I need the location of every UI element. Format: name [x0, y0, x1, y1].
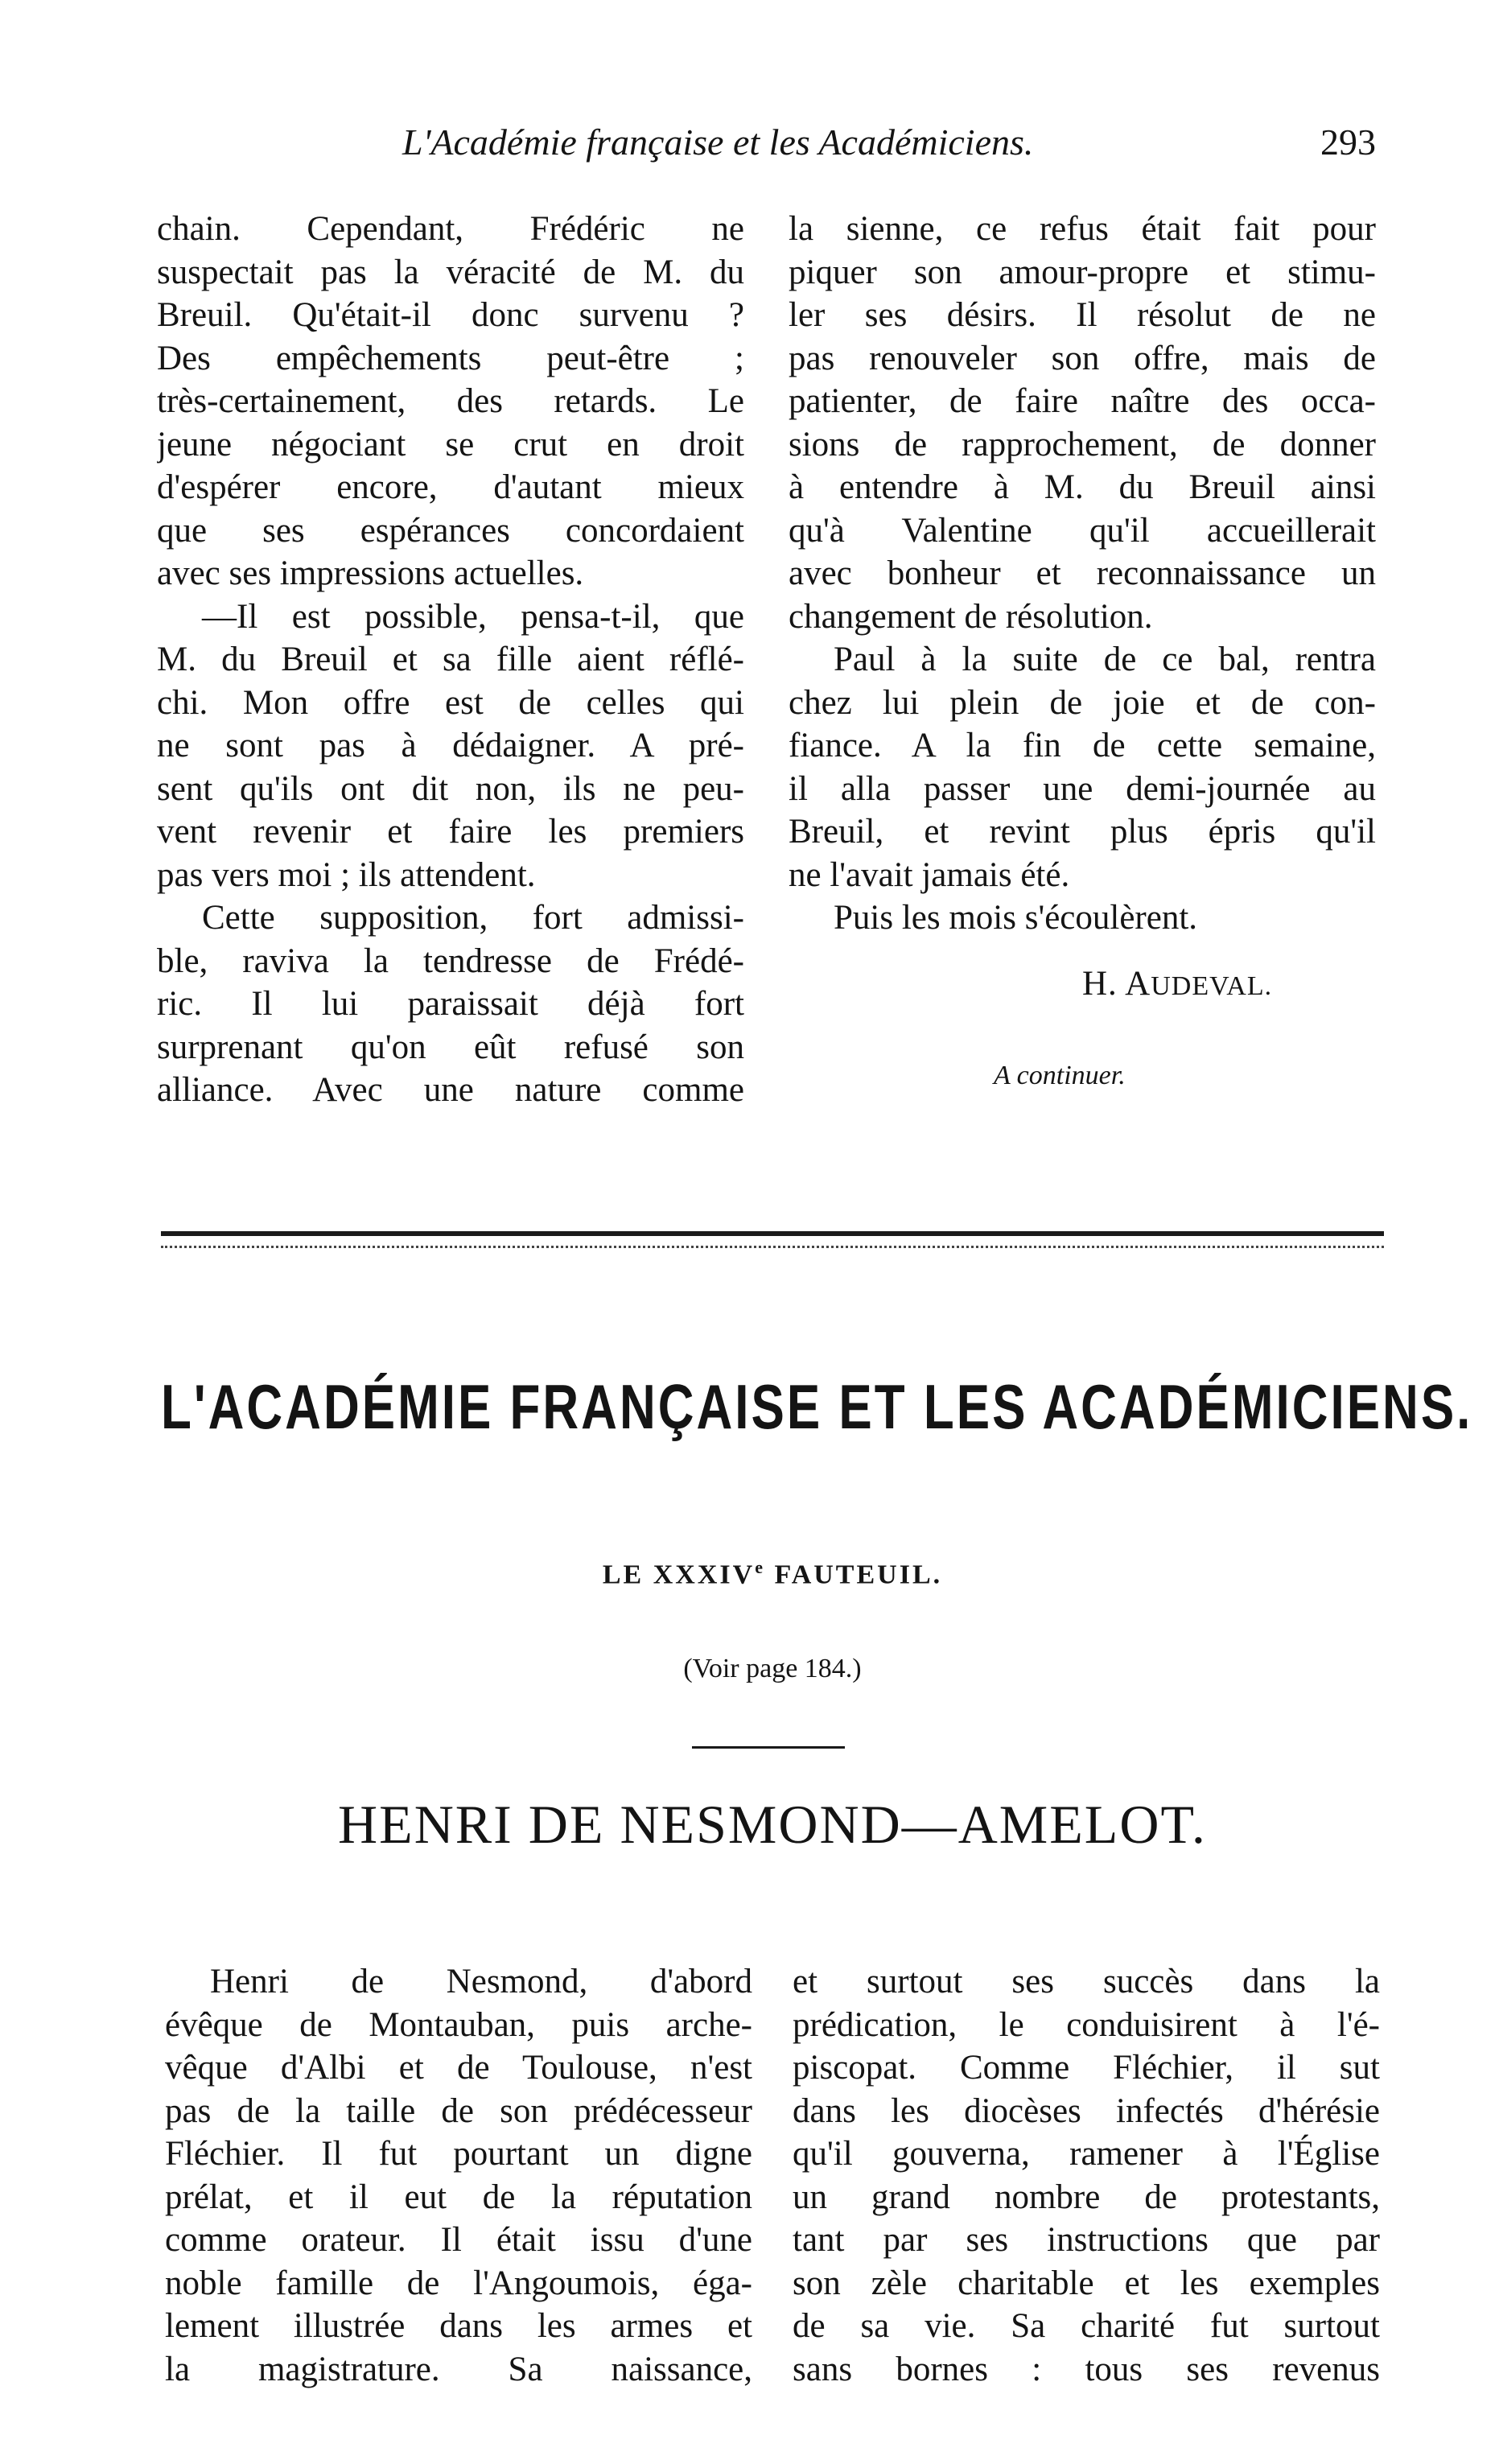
- text-line: avec bonheur et reconnaissance un: [789, 554, 1376, 592]
- text-line: Cette supposition, fort admissi-: [202, 899, 744, 937]
- text-line: piscopat. Comme Fléchier, il sut: [793, 2049, 1380, 2087]
- text-line: chi. Mon offre est de celles qui: [157, 683, 744, 722]
- text-line: Henri de Nesmond, d'abord: [210, 1963, 752, 2000]
- text-line: son zèle charitable et les exemples: [793, 2264, 1380, 2302]
- text-line: qu'à Valentine qu'il accueillerait: [789, 511, 1376, 550]
- text-line: tant par ses instructions que par: [793, 2221, 1380, 2259]
- subheading-superscript: e: [755, 1557, 765, 1577]
- text-line: jeune négociant se crut en droit: [157, 425, 744, 464]
- text-line: vent revenir et faire les premiers: [157, 813, 744, 851]
- text-line: comme orateur. Il était issu d'une: [165, 2221, 752, 2259]
- text-line: ric. Il lui paraissait déjà fort: [157, 985, 744, 1023]
- text-line: surprenant qu'on eût refusé son: [157, 1028, 744, 1066]
- text-line: chez lui plein de joie et de con-: [789, 683, 1376, 722]
- subheading-prefix: LE XXXIV: [602, 1560, 756, 1590]
- text-line: et surtout ses succès dans la: [793, 1963, 1380, 2000]
- text-line: chain. Cependant, Frédéric ne: [157, 210, 744, 248]
- text-line: la magistrature. Sa naissance,: [165, 2350, 752, 2388]
- text-line: ble, raviva la tendresse de Frédé-: [157, 942, 744, 980]
- text-line: sent qu'ils ont dit non, ils ne peu-: [157, 769, 744, 808]
- text-line: Breuil, et revint plus épris qu'il: [789, 813, 1376, 851]
- text-line: à entendre à M. du Breuil ainsi: [789, 468, 1376, 506]
- page-reference: (Voir page 184.): [683, 1654, 862, 1683]
- text-line: que ses espérances concordaient: [157, 511, 744, 550]
- text-line: Des empêchements peut-être ;: [157, 339, 744, 377]
- text-line: avec ses impressions actuelles.: [157, 554, 584, 592]
- signature-initial: H. A: [1082, 965, 1151, 1003]
- author-signature: [1082, 964, 1272, 1003]
- text-line: d'espérer encore, d'autant mieux: [157, 468, 744, 506]
- running-header: [161, 121, 1376, 177]
- text-line: noble famille de l'Angoumois, éga-: [165, 2264, 752, 2302]
- chair-subheading: [161, 1557, 1384, 1590]
- text-line: ne sont pas à dédaigner. A pré-: [157, 727, 744, 764]
- text-line: dans les diocèses infectés d'hérésie: [793, 2091, 1380, 2130]
- text-line: Fléchier. Il fut pourtant un digne: [165, 2135, 752, 2173]
- section-heading: L'ACADÉMIE FRANÇAISE ET LES ACADÉMICIENS.: [161, 1373, 1473, 1443]
- text-line: ne l'avait jamais été.: [789, 855, 1070, 894]
- page-number: 293: [1320, 122, 1376, 163]
- subheading-suffix: FAUTEUIL.: [764, 1560, 943, 1590]
- ornamental-divider: [161, 1231, 1384, 1248]
- text-line: —Il est possible, pensa-t-il, que: [202, 597, 744, 636]
- text-line: pas vers moi ; ils attendent.: [157, 855, 536, 894]
- text-line: prédication, le conduisirent à l'é-: [793, 2005, 1380, 2044]
- text-line: M. du Breuil et sa fille aient réflé-: [157, 641, 744, 678]
- text-line: Puis les mois s'écoulèrent.: [834, 899, 1198, 937]
- text-line: vêque d'Albi et de Toulouse, n'est: [165, 2049, 752, 2087]
- to-be-continued-note: A continuer.: [994, 1061, 1126, 1090]
- story-column-left: [157, 208, 744, 1112]
- text-line: un grand nombre de protestants,: [793, 2178, 1380, 2216]
- running-title: L'Académie française et les Académiciens.: [402, 122, 1034, 163]
- text-line: de sa vie. Sa charité fut surtout: [793, 2307, 1380, 2345]
- short-divider: [692, 1746, 845, 1749]
- article-column-left: [165, 1960, 752, 2391]
- article-title: HENRI DE NESMOND—AMELOT.: [338, 1794, 1207, 1855]
- article-column-right: [793, 1960, 1380, 2391]
- text-line: la sienne, ce refus était fait pour: [789, 210, 1376, 248]
- text-line: qu'il gouverna, ramener à l'Église: [793, 2135, 1380, 2173]
- text-line: Paul à la suite de ce bal, rentra: [834, 641, 1376, 678]
- text-line: sans bornes : tous ses revenus: [793, 2350, 1380, 2388]
- text-line: changement de résolution.: [789, 597, 1153, 636]
- signature-surname: UDEVAL.: [1151, 971, 1273, 1001]
- text-line: évêque de Montauban, puis arche-: [165, 2005, 752, 2044]
- text-line: il alla passer une demi-journée au: [789, 769, 1376, 808]
- text-line: patienter, de faire naître des occa-: [789, 382, 1376, 420]
- text-line: lement illustrée dans les armes et: [165, 2307, 752, 2345]
- text-line: suspectait pas la véracité de M. du: [157, 253, 744, 291]
- text-line: alliance. Avec une nature comme: [157, 1071, 744, 1109]
- text-line: fiance. A la fin de cette semaine,: [789, 727, 1376, 764]
- text-line: Breuil. Qu'était-il donc survenu ?: [157, 296, 744, 334]
- text-line: très-certainement, des retards. Le: [157, 382, 744, 420]
- text-line: pas renouveler son offre, mais de: [789, 339, 1376, 377]
- text-line: piquer son amour-propre et stimu-: [789, 253, 1376, 291]
- text-line: sions de rapprochement, de donner: [789, 425, 1376, 464]
- text-line: pas de la taille de son prédécesseur: [165, 2091, 752, 2130]
- story-column-right: [789, 208, 1376, 940]
- text-line: ler ses désirs. Il résolut de ne: [789, 296, 1376, 334]
- text-line: prélat, et il eut de la réputation: [165, 2178, 752, 2216]
